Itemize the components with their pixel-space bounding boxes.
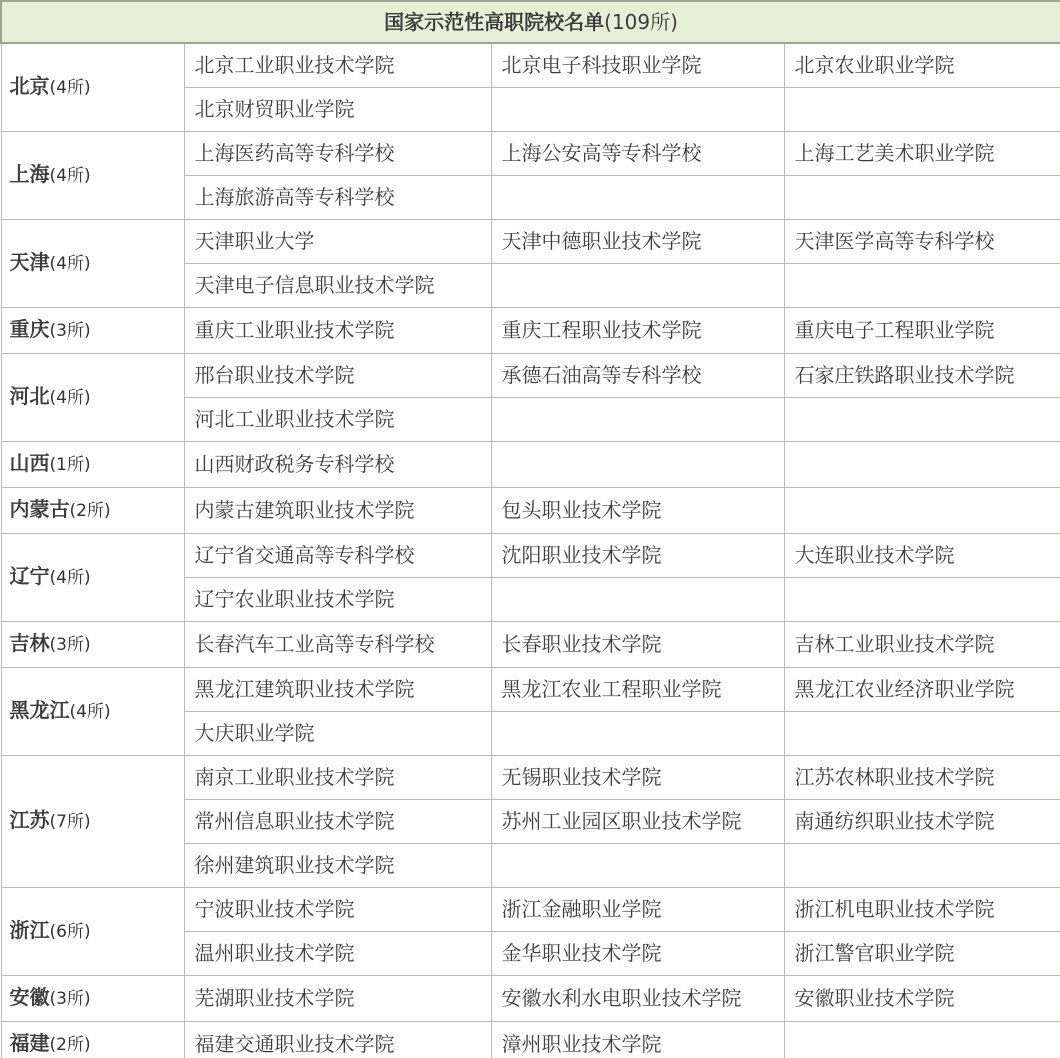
school-cell: 长春汽车工业高等专科学校 <box>184 622 491 668</box>
school-cell: 北京财贸职业学院 <box>184 88 491 132</box>
school-cell: 漳州职业技术学院 <box>491 1022 784 1058</box>
table-row <box>1 442 1060 488</box>
school-cell: 内蒙古建筑职业技术学院 <box>184 488 491 534</box>
province-name: 安徽 <box>9 985 50 1009</box>
school-cell: 上海旅游高等专科学校 <box>184 176 491 220</box>
school-cell: 金华职业技术学院 <box>491 932 784 976</box>
province-count: (4所) <box>49 254 91 274</box>
province-count: (7所) <box>49 812 91 832</box>
school-cell: 重庆工业职业技术学院 <box>184 308 491 354</box>
province-count: (4所) <box>49 388 91 408</box>
school-cell: 包头职业技术学院 <box>491 488 784 534</box>
school-cell <box>784 488 1060 534</box>
school-cell: 黑龙江农业工程职业学院 <box>491 668 784 712</box>
school-cell: 芜湖职业技术学院 <box>184 976 491 1022</box>
table-row <box>1 488 1060 534</box>
table-row <box>1 756 1060 800</box>
school-cell <box>784 398 1060 442</box>
table-row <box>1 668 1060 712</box>
province-name: 天津 <box>9 250 50 274</box>
province-cell <box>1 308 184 354</box>
school-cell: 辽宁省交通高等专科学校 <box>184 534 491 578</box>
province-name: 辽宁 <box>9 564 50 588</box>
school-cell <box>491 442 784 488</box>
table-row <box>1 1022 1060 1058</box>
school-cell: 北京工业职业技术学院 <box>184 43 491 88</box>
table-row <box>1 354 1060 398</box>
table-row <box>1 888 1060 932</box>
province-cell <box>1 668 184 756</box>
province-count: (4所) <box>49 78 91 98</box>
province-count: (4所) <box>69 702 111 722</box>
province-name: 北京 <box>9 74 50 98</box>
school-cell: 天津职业大学 <box>184 220 491 264</box>
school-cell: 长春职业技术学院 <box>491 622 784 668</box>
school-cell: 重庆电子工程职业学院 <box>784 308 1060 354</box>
school-cell: 南通纺织职业技术学院 <box>784 800 1060 844</box>
school-cell: 安徽职业技术学院 <box>784 976 1060 1022</box>
province-cell <box>1 43 184 132</box>
school-cell: 天津中德职业技术学院 <box>491 220 784 264</box>
province-cell <box>1 132 184 220</box>
province-cell <box>1 442 184 488</box>
province-count: (4所) <box>49 568 91 588</box>
province-cell <box>1 976 184 1022</box>
province-count: (3所) <box>49 989 91 1009</box>
table-row <box>1 622 1060 668</box>
school-cell: 邢台职业技术学院 <box>184 354 491 398</box>
province-name: 河北 <box>9 384 50 408</box>
school-cell: 河北工业职业技术学院 <box>184 398 491 442</box>
school-cell: 北京电子科技职业学院 <box>491 43 784 88</box>
school-cell <box>784 844 1060 888</box>
school-cell: 南京工业职业技术学院 <box>184 756 491 800</box>
school-cell: 福建交通职业技术学院 <box>184 1022 491 1058</box>
school-cell: 上海公安高等专科学校 <box>491 132 784 176</box>
school-cell <box>491 176 784 220</box>
province-cell <box>1 756 184 888</box>
school-cell: 苏州工业园区职业技术学院 <box>491 800 784 844</box>
school-cell: 安徽水利水电职业技术学院 <box>491 976 784 1022</box>
school-cell: 承德石油高等专科学校 <box>491 354 784 398</box>
school-cell <box>784 264 1060 308</box>
province-cell <box>1 488 184 534</box>
school-cell: 重庆工程职业技术学院 <box>491 308 784 354</box>
province-cell <box>1 534 184 622</box>
school-cell <box>784 88 1060 132</box>
school-cell <box>491 712 784 756</box>
school-cell <box>491 578 784 622</box>
school-cell <box>784 578 1060 622</box>
school-cell: 山西财政税务专科学校 <box>184 442 491 488</box>
table-row <box>1 43 1060 88</box>
school-cell <box>784 712 1060 756</box>
province-cell <box>1 220 184 308</box>
school-cell: 沈阳职业技术学院 <box>491 534 784 578</box>
province-name: 内蒙古 <box>9 497 70 521</box>
province-name: 黑龙江 <box>9 698 70 722</box>
school-cell: 北京农业职业学院 <box>784 43 1060 88</box>
school-cell: 徐州建筑职业技术学院 <box>184 844 491 888</box>
province-count: (6所) <box>49 922 91 942</box>
table-title <box>1 1 1060 43</box>
school-cell <box>491 88 784 132</box>
table-row <box>1 976 1060 1022</box>
province-count: (2所) <box>69 501 111 521</box>
school-cell <box>491 844 784 888</box>
school-cell: 浙江机电职业技术学院 <box>784 888 1060 932</box>
school-cell: 宁波职业技术学院 <box>184 888 491 932</box>
table-row <box>1 220 1060 264</box>
province-count: (2所) <box>49 1035 91 1055</box>
province-cell <box>1 354 184 442</box>
school-cell <box>784 1022 1060 1058</box>
school-cell: 浙江金融职业学院 <box>491 888 784 932</box>
table-row <box>1 534 1060 578</box>
school-cell: 浙江警官职业学院 <box>784 932 1060 976</box>
school-cell <box>491 264 784 308</box>
school-cell <box>784 176 1060 220</box>
province-name: 山西 <box>9 451 50 475</box>
province-name: 上海 <box>9 162 50 186</box>
table-row <box>1 308 1060 354</box>
school-cell <box>784 442 1060 488</box>
province-cell <box>1 1022 184 1058</box>
province-cell <box>1 622 184 668</box>
province-cell <box>1 888 184 976</box>
school-cell: 无锡职业技术学院 <box>491 756 784 800</box>
title-text: 国家示范性高职院校名单 <box>384 10 605 34</box>
school-cell: 常州信息职业技术学院 <box>184 800 491 844</box>
school-cell: 天津电子信息职业技术学院 <box>184 264 491 308</box>
province-name: 福建 <box>9 1031 50 1055</box>
school-cell: 上海医药高等专科学校 <box>184 132 491 176</box>
province-name: 重庆 <box>9 317 50 341</box>
school-cell: 吉林工业职业技术学院 <box>784 622 1060 668</box>
title-row <box>1 1 1060 43</box>
province-count: (3所) <box>49 321 91 341</box>
school-cell: 天津医学高等专科学校 <box>784 220 1060 264</box>
province-name: 江苏 <box>9 808 50 832</box>
title-count: (109所) <box>604 10 678 34</box>
province-count: (1所) <box>49 455 91 475</box>
province-count: (4所) <box>49 166 91 186</box>
school-cell: 黑龙江建筑职业技术学院 <box>184 668 491 712</box>
province-count: (3所) <box>49 635 91 655</box>
school-cell: 江苏农林职业技术学院 <box>784 756 1060 800</box>
school-cell: 辽宁农业职业技术学院 <box>184 578 491 622</box>
province-name: 浙江 <box>9 918 50 942</box>
school-cell: 大庆职业学院 <box>184 712 491 756</box>
school-cell: 黑龙江农业经济职业学院 <box>784 668 1060 712</box>
school-cell: 石家庄铁路职业技术学院 <box>784 354 1060 398</box>
school-cell <box>491 398 784 442</box>
school-cell: 大连职业技术学院 <box>784 534 1060 578</box>
school-cell: 上海工艺美术职业学院 <box>784 132 1060 176</box>
school-cell: 温州职业技术学院 <box>184 932 491 976</box>
province-name: 吉林 <box>9 631 50 655</box>
table-row <box>1 132 1060 176</box>
